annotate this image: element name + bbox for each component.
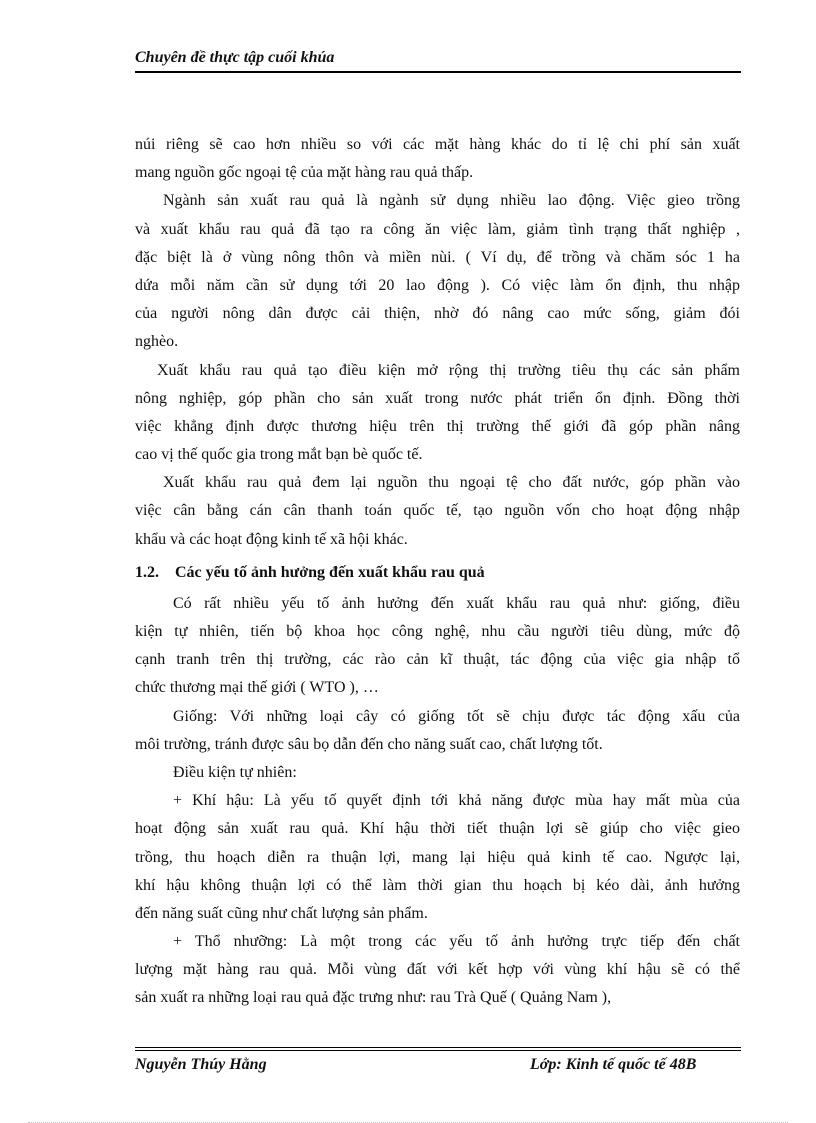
body-line: đến năng suất cũng như chất lượng sản phẩm. — [135, 904, 428, 922]
page-header — [135, 47, 741, 69]
body-line: trồng, thu hoạch diễn ra thuận lợi, mang lại hiệu quả kinh tế cao. Ngược lại, — [135, 848, 740, 866]
body-line: + Khí hậu: Là yếu tố quyết định tới khả năng được mùa hay mất mùa của — [173, 792, 740, 810]
body-line: nông nghiệp, góp phần cho sản xuất trong nước phát triển ổn định. Đồng thời — [135, 389, 740, 407]
body-line: nghèo. — [135, 333, 179, 351]
body-line: Điều kiện tự nhiên: — [173, 763, 297, 781]
body-line: chức thương mại thế giới ( WTO ), … — [135, 679, 379, 697]
body-line: + Thổ nhưỡng: Là một trong các yếu tố ảnh hưởng trực tiếp đến chất — [173, 933, 740, 951]
body-line: khí hậu không thuận lợi có thể làm thời gian thu hoạch bị kéo dài, ảnh hưởng — [135, 876, 740, 894]
body-line: kiện tự nhiên, tiến bộ khoa học công nghệ, nhu cầu người tiêu dùng, mức độ — [135, 623, 740, 640]
section-heading — [135, 556, 740, 590]
footer-rule-bottom — [135, 1050, 741, 1051]
body-line: đặc biệt là ở vùng nông thôn và miền nùi. ( Ví dụ, để trồng và chăm sóc 1 ha — [135, 248, 740, 266]
document-body — [135, 131, 740, 1013]
body-line: Giống: Với những loại cây có giống tốt sẽ chịu được tác động xấu của — [173, 707, 740, 725]
footer-class: Lớp: Kinh tế quốc tế 48B — [530, 1056, 697, 1073]
body-line: Xuất khẩu rau quả tạo điều kiện mở rộng thị trường tiêu thụ các sản phẩm — [157, 361, 740, 379]
header-title: Chuyên đề thực tập cuối khúa — [135, 49, 335, 66]
body-line: khẩu và các hoạt động kinh tế xã hội khác. — [135, 530, 408, 548]
body-line: cao vị thế quốc gia trong mắt bạn bè quốc tế. — [135, 446, 423, 464]
body-line: hoạt động sản xuất rau quả. Khí hậu thời tiết thuận lợi sẽ giúp cho việc gieo — [135, 820, 740, 838]
body-line: Có rất nhiều yếu tố ảnh hưởng đến xuất khẩu rau quả như: giống, điều — [173, 594, 740, 612]
section-number: 1.2. — [135, 563, 159, 581]
body-line: Ngành sản xuất rau quả là ngành sử dụng nhiều lao động. Việc gieo trồng — [163, 192, 740, 210]
header-rule — [135, 71, 741, 73]
body-line: của người nông dân được cải thiện, nhờ đó nâng cao mức sống, giảm đói — [135, 305, 740, 323]
body-line: Xuất khẩu rau quả đem lại nguồn thu ngoại tệ cho đất nước, góp phần vào — [163, 474, 740, 492]
body-line: môi trường, tránh được sâu bọ dẫn đến cho năng suất cao, chất lượng tốt. — [135, 735, 603, 753]
section-title: Các yếu tố ảnh hưởng đến xuất khẩu rau quả — [175, 563, 485, 581]
body-line: mang nguồn gốc ngoại tệ của mặt hàng rau quả thấp. — [135, 164, 474, 182]
body-line: cạnh tranh trên thị trường, các rào cản kĩ thuật, tác động của việc gia nhập tổ — [135, 651, 740, 669]
body-line: dứa mỗi năm cần sử dụng tới 20 lao động ). Có việc làm ổn định, thu nhập — [135, 276, 740, 294]
body-line: việc khẳng định được thương hiệu trên thị trường thế giới đã góp phần nâng — [135, 417, 740, 435]
footer-author: Nguyễn Thúy Hằng — [135, 1056, 267, 1073]
body-line: lượng mặt hàng rau quả. Mỗi vùng đất với kết hợp với vùng khí hậu sẽ có thể — [135, 961, 740, 979]
body-line: núi riêng sẽ cao hơn nhiều so với các mặt hàng khác do tỉ lệ chi phí sản xuất — [135, 136, 740, 153]
body-line: việc cân bằng cán cân thanh toán quốc tế, tạo nguồn vốn cho hoạt động nhập — [135, 502, 740, 520]
body-line: sản xuất ra những loại rau quả đặc trưng như: rau Trà Quế ( Quảng Nam ), — [135, 989, 612, 1007]
body-line: và xuất khẩu rau quả đã tạo ra công ăn việc làm, giảm tình trạng thất nghiệp , — [135, 220, 740, 238]
footer-rule-top — [135, 1047, 741, 1048]
